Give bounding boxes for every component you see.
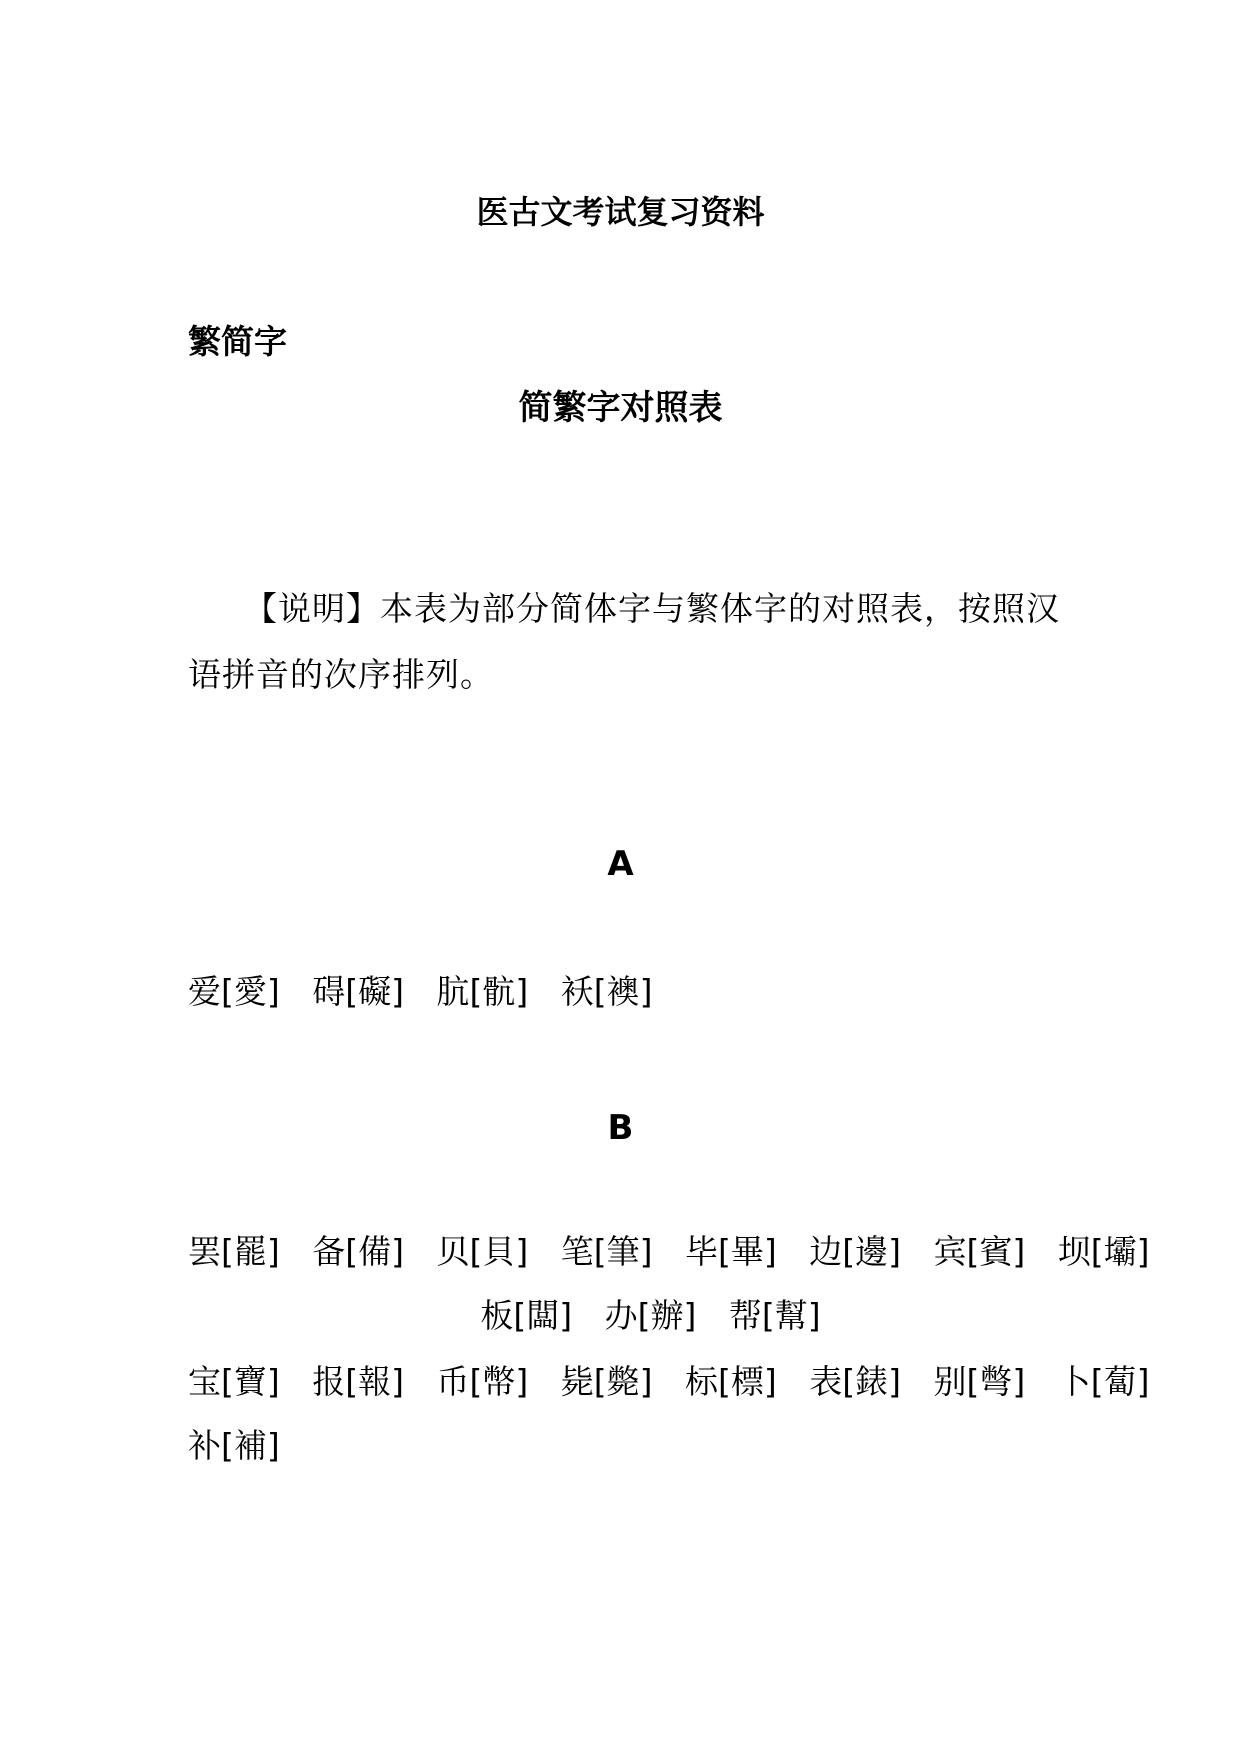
- letter-heading-a: A: [607, 844, 634, 884]
- char-pair: 宾[賓]: [933, 1232, 1026, 1271]
- char-pair: 贝[貝]: [436, 1232, 529, 1271]
- char-pair: 报[報]: [312, 1362, 404, 1401]
- char-pair: 罢[罷]: [188, 1232, 280, 1271]
- char-pair: 标[標]: [685, 1362, 777, 1401]
- char-pair: 板[闆]: [480, 1296, 573, 1335]
- char-pair: 笔[筆]: [560, 1232, 653, 1271]
- char-pair: 袄[襖]: [560, 972, 653, 1011]
- char-pair: 宝[寶]: [188, 1362, 280, 1401]
- letter-heading-b: B: [607, 1108, 634, 1148]
- table-title: 简繁字对照表: [518, 388, 723, 428]
- char-pair-line: [188, 1424, 1113, 1468]
- char-pair: 边[邊]: [809, 1232, 901, 1271]
- char-pair-line: [188, 1294, 1113, 1338]
- section-label: 繁简字: [188, 322, 287, 361]
- char-pair: 毙[斃]: [560, 1362, 653, 1401]
- char-pair: 毕[畢]: [685, 1232, 777, 1271]
- char-pair: 爱[愛]: [188, 972, 280, 1011]
- char-pair: 碍[礙]: [312, 972, 404, 1011]
- char-pair: 办[辦]: [604, 1296, 697, 1335]
- char-pair: 别[彆]: [933, 1362, 1026, 1401]
- char-pair-line: [188, 1230, 1150, 1274]
- char-pair: 补[補]: [188, 1426, 280, 1465]
- char-pair: 肮[骯]: [436, 972, 529, 1011]
- char-pair: 帮[幫]: [728, 1296, 821, 1335]
- char-pair: 表[錶]: [809, 1362, 901, 1401]
- char-pair: 备[備]: [312, 1232, 404, 1271]
- char-pair: 币[幣]: [436, 1362, 529, 1401]
- char-pair-line: [188, 970, 1113, 1014]
- explanation-paragraph: 【说明】本表为部分简体字与繁体字的对照表，按照汉语拼音的次序排列。: [188, 589, 1060, 694]
- char-pair-line: [188, 1360, 1150, 1404]
- document-title: 医古文考试复习资料: [476, 193, 765, 231]
- char-pair: 卜[蔔]: [1057, 1362, 1150, 1401]
- char-pair: 坝[壩]: [1057, 1232, 1150, 1271]
